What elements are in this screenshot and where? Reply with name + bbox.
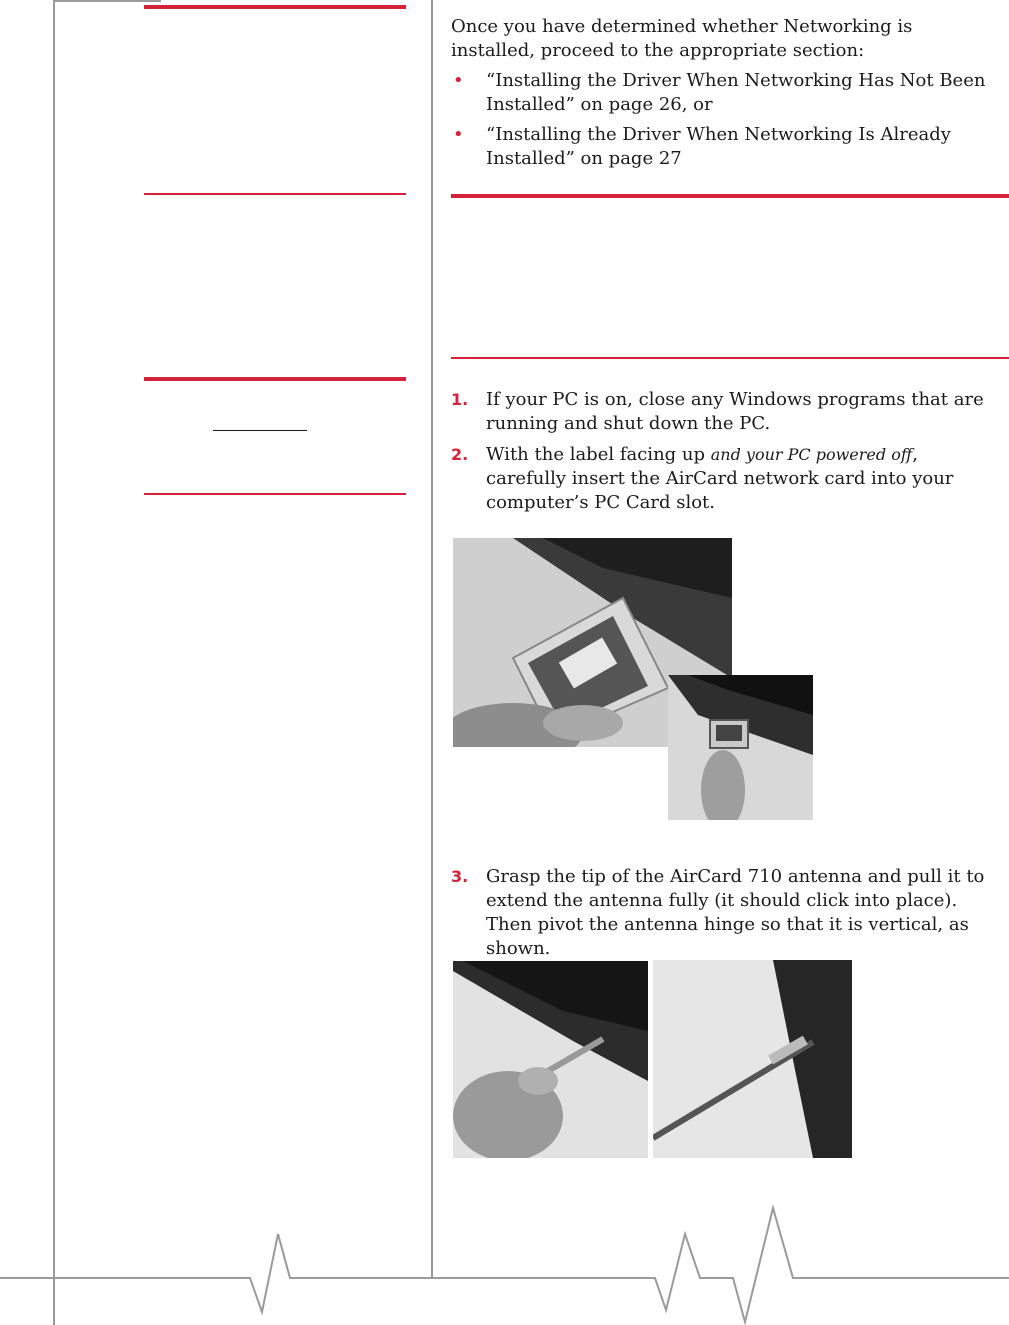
bullet-dot: • xyxy=(453,124,464,145)
intro-paragraph: Once you have determined whether Networking is installed, proceed to the appropriate section: xyxy=(451,16,913,61)
step-text xyxy=(486,443,996,515)
step-number: 3. xyxy=(451,867,469,886)
sidebar-short-underline xyxy=(213,430,307,431)
photo-card-in-slot xyxy=(668,675,813,820)
bullet-link-not-installed[interactable]: “Installing the Driver When Networking Has Not Been Installed” on page 26, or xyxy=(486,70,986,115)
step-text-lead: With the label facing up xyxy=(486,444,711,465)
column-divider-line xyxy=(431,0,433,1278)
left-margin-line xyxy=(53,0,55,1325)
sidebar-rule-3 xyxy=(144,377,406,381)
section-rule-bottom xyxy=(451,357,1009,359)
step-text-rest: , carefully insert the AirCard network card into your computer’s PC Card slot. xyxy=(486,444,954,513)
section-rule-top xyxy=(451,194,1009,198)
bullet-dot: • xyxy=(453,70,464,91)
step-number: 1. xyxy=(451,390,469,409)
footer-heartbeat-line xyxy=(0,1200,1009,1325)
photo-antenna-vertical xyxy=(653,960,852,1158)
photo-antenna-pull xyxy=(453,961,648,1158)
sidebar-rule-2 xyxy=(144,193,406,195)
step-text: Grasp the tip of the AirCard 710 antenna and pull it to extend the antenna fully (it should click into place). Then pivot the antenna hinge so that it is vertical, as shown. xyxy=(486,866,985,959)
top-corner-line xyxy=(53,0,161,2)
step-text-italic: and your PC powered off xyxy=(710,445,913,464)
sidebar-rule-top xyxy=(144,5,406,9)
step-number: 2. xyxy=(451,445,469,464)
step-text: If your PC is on, close any Windows programs that are running and shut down the PC. xyxy=(486,389,984,434)
sidebar-rule-4 xyxy=(144,493,406,495)
bullet-link-already-installed[interactable]: “Installing the Driver When Networking Is Already Installed” on page 27 xyxy=(486,124,951,169)
